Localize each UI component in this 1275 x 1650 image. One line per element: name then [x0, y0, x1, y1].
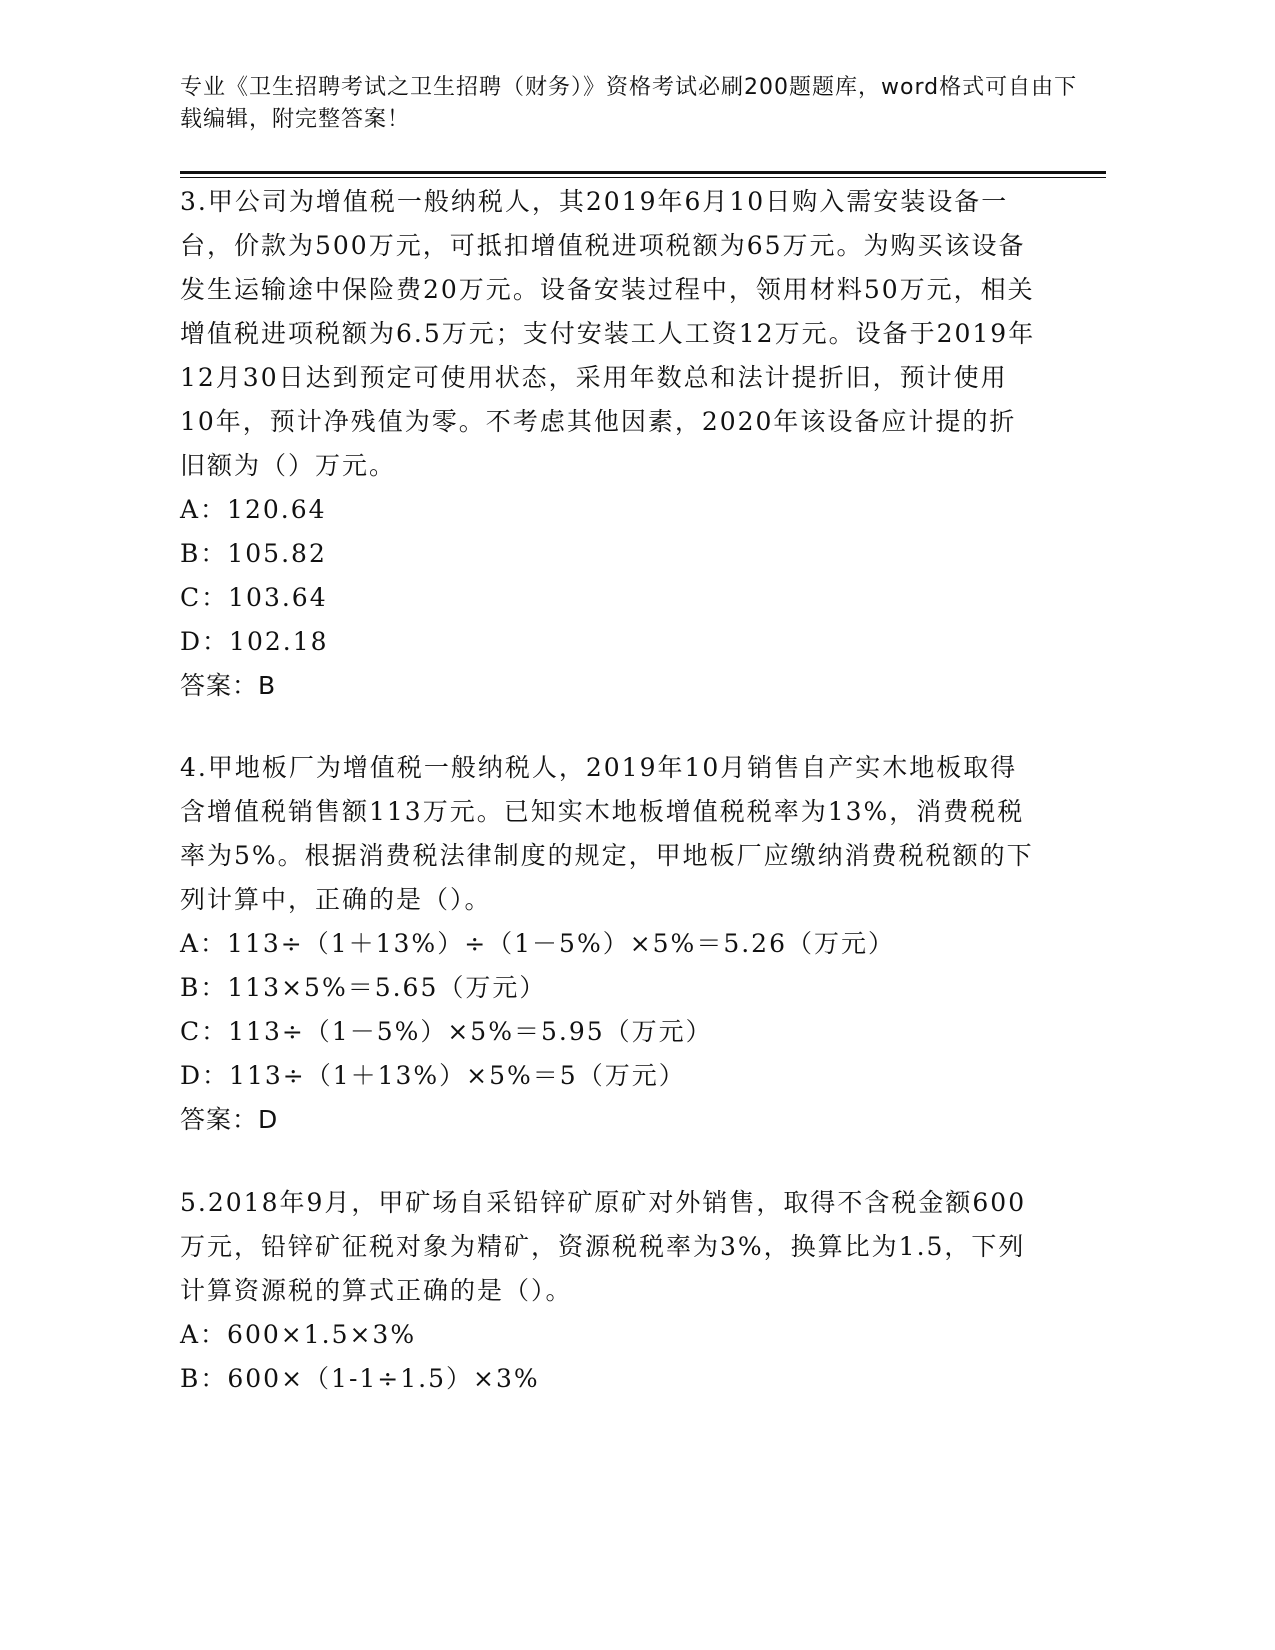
header-divider-thin: [180, 177, 1106, 178]
document-header: [180, 72, 1080, 136]
answer-label: 答案：B: [180, 671, 277, 700]
option-d: D：102.18: [180, 627, 329, 656]
option-a: A：120.64: [180, 495, 327, 524]
option-c: C：103.64: [180, 583, 328, 612]
question-5: [180, 1181, 1040, 1401]
option-c: C：113÷（1－5%）×5%＝5.95（万元）: [180, 1017, 713, 1046]
option-d: D：113÷（1＋13%）×5%＝5（万元）: [180, 1061, 686, 1090]
question-text: 3.甲公司为增值税一般纳税人，其2019年6月10日购入需安装设备一台，价款为500万元，可抵扣增值税进项税额为65万元。为购买该设备发生运输途中保险费20万元。设备安装过程中，领用材料50万元，相关增值税进项税额为6.5万元；支付安装工人工资12万元。设备于2019年12月30日达到预定可使用状态，采用年数总和法计提折旧，预计使用10年，预计净残值为零。不考虑其他因素，2020年该设备应计提的折旧额为（）万元。: [180, 187, 1036, 480]
question-text: 4.甲地板厂为增值税一般纳税人，2019年10月销售自产实木地板取得含增值税销售额113万元。已知实木地板增值税税率为13%，消费税税率为5%。根据消费税法律制度的规定，甲地板厂应缴纳消费税税额的下列计算中，正确的是（）。: [180, 753, 1034, 914]
header-divider-thick: [180, 171, 1106, 174]
header-title: 专业《卫生招聘考试之卫生招聘（财务）》资格考试必刷200题题库，word格式可自由下载编辑，附完整答案！: [180, 75, 1078, 132]
option-b: B：600×（1-1÷1.5）×3%: [180, 1364, 540, 1393]
option-a: A：600×1.5×3%: [180, 1320, 417, 1349]
answer-label: 答案：D: [180, 1105, 279, 1134]
question-4: [180, 746, 1040, 1142]
option-a: A：113÷（1＋13%）÷（1－5%）×5%＝5.26（万元）: [180, 929, 895, 958]
question-text: 5.2018年9月，甲矿场自采铅锌矿原矿对外销售，取得不含税金额600万元，铅锌矿征税对象为精矿，资源税税率为3%，换算比为1.5，下列计算资源税的算式正确的是（）。: [180, 1188, 1027, 1305]
option-b: B：113×5%＝5.65（万元）: [180, 973, 547, 1002]
option-b: B：105.82: [180, 539, 327, 568]
question-3: [180, 180, 1040, 708]
